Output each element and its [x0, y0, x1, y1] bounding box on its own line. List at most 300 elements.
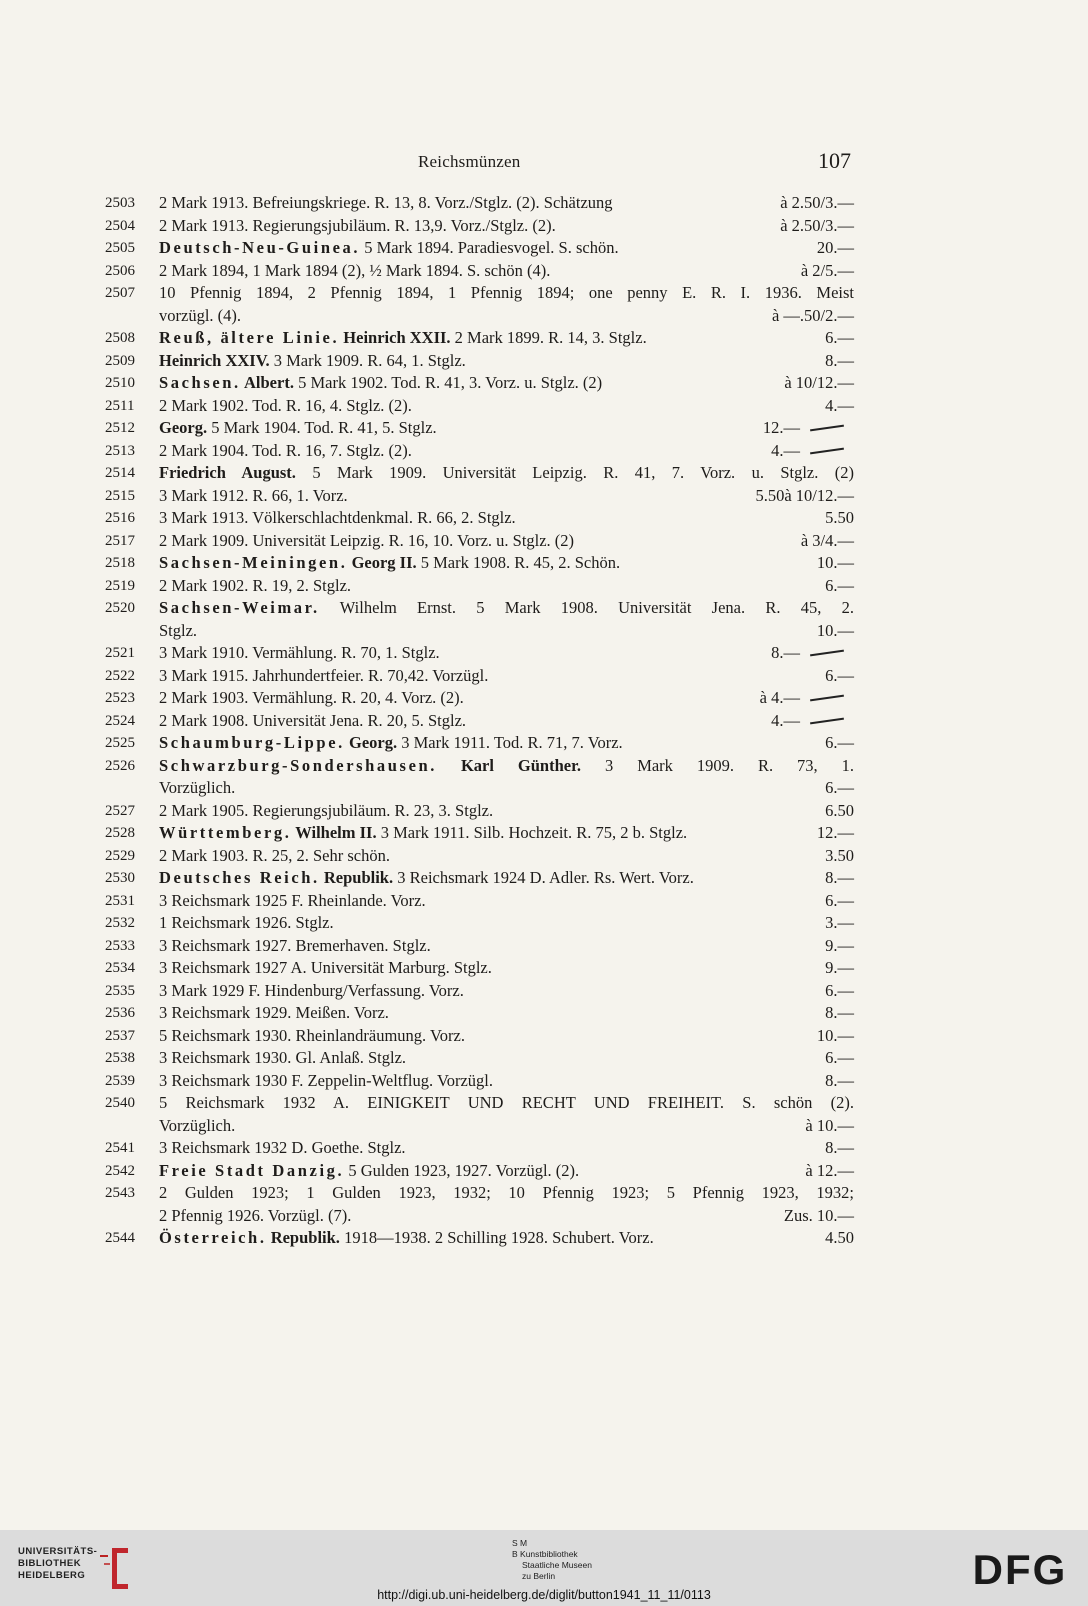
lot-description [159, 957, 854, 980]
lot-text [159, 1026, 465, 1045]
lot-number: 2513 [105, 442, 135, 459]
lot-number: 2529 [105, 847, 135, 864]
lot-number: 2543 [105, 1185, 135, 1201]
lot-detail: 3 Reichsmark 1930. Gl. Anlaß. Stglz. [159, 1048, 407, 1067]
stamp-line-4: zu Berlin [522, 1571, 556, 1581]
lot-price: 6.— [825, 665, 854, 685]
lot-detail: 3 Reichsmark 1932 D. Goethe. Stglz. [159, 1138, 406, 1157]
lot-detail: 5 Mark 1904. Tod. R. 41, 5. Stglz. [207, 418, 437, 437]
lot-detail: 2 Gulden 1923; 1 Gulden 1923, 1932; 10 Pfennig 1923; 5 Pfennig 1923, 1932; [159, 1183, 854, 1202]
lot-price: 3.— [825, 913, 854, 932]
lot-price: 6.— [825, 328, 854, 347]
lot-description [159, 687, 854, 710]
lot-description [159, 440, 854, 463]
lot-description [159, 417, 854, 440]
lot-entry [0, 957, 1088, 980]
region-heading: Sachsen. [159, 373, 241, 392]
lot-text [159, 1183, 854, 1202]
lot-text [159, 238, 619, 257]
lot-number: 2524 [105, 712, 135, 729]
lot-number: 2528 [105, 825, 135, 841]
lot-detail: 3 Mark 1929 F. Hindenburg/Verfassung. Vorz. [159, 980, 464, 1000]
lot-detail: 3 Reichsmark 1925 F. Rheinlande. Vorz. [159, 890, 426, 910]
lot-price: 8.— [771, 643, 800, 662]
lot-continuation-text: Vorzüglich. [159, 778, 236, 797]
pencil-mark-icon [810, 695, 844, 702]
lot-text [159, 913, 334, 932]
lot-detail: 3 Reichsmark 1929. Meißen. Vorz. [159, 1003, 389, 1022]
lot-detail: 10 Pfennig 1894, 2 Pfennig 1894, 1 Pfennig 1894; one penny E. R. I. 1936. Meist [159, 283, 854, 302]
lot-text [159, 598, 854, 617]
lot-detail: 2 Mark 1902. Tod. R. 16, 4. Stglz. (2). [159, 395, 412, 415]
region-heading: Württemberg. [159, 823, 292, 842]
lot-text [159, 891, 426, 910]
lot-description [159, 260, 854, 283]
lot-description [159, 912, 854, 935]
lot-text [159, 508, 516, 527]
dfg-logo-text: DFG [972, 1546, 1068, 1592]
source-url[interactable]: http://digi.ub.uni-heidelberg.de/diglit/button1941_11_11/0113 [377, 1588, 711, 1602]
lot-description [159, 282, 854, 327]
lot-description [159, 935, 854, 958]
lot-price: 4.— [825, 395, 854, 415]
lot-detail: 3 Mark 1915. Jahrhundertfeier. R. 70,42. Vorzügl. [159, 665, 489, 685]
lot-number: 2521 [105, 645, 135, 661]
lot-description [159, 485, 854, 508]
lot-detail: 2 Mark 1899. R. 14, 3. Stglz. [450, 328, 647, 347]
lot-entry [0, 890, 1088, 913]
lot-number: 2519 [105, 577, 135, 594]
lot-detail: 2 Mark 1905. Regierungsjubiläum. R. 23, 3. Stglz. [159, 800, 494, 820]
lot-text [159, 418, 437, 437]
lot-description [159, 890, 854, 913]
lot-entry [0, 395, 1088, 418]
lot-number: 2509 [105, 352, 135, 369]
lot-price: à 2.50/3.— [780, 193, 854, 212]
lot-entry [0, 1182, 1088, 1227]
lot-number: 2533 [105, 937, 135, 954]
page-number: 107 [818, 148, 851, 173]
lot-text [159, 1161, 579, 1180]
lot-description [159, 1070, 854, 1093]
pencil-mark-icon [810, 425, 844, 432]
lot-continuation-text: Stglz. [159, 620, 198, 640]
lot-number: 2505 [105, 240, 135, 256]
lot-text [159, 283, 854, 302]
lot-detail: Wilhelm Ernst. 5 Mark 1908. Universität Jena. R. 45, 2. [319, 598, 854, 617]
lot-detail: 3 Reichsmark 1927 A. Universität Marburg. Stglz. [159, 958, 492, 977]
lot-continuation [159, 1115, 854, 1138]
lot-entry [0, 935, 1088, 958]
lot-entry [0, 530, 1088, 553]
region-heading: Sachsen-Weimar. [159, 598, 320, 617]
lot-price: 8.— [825, 350, 854, 370]
lot-description [159, 755, 854, 800]
lot-entry [0, 687, 1088, 710]
lot-price: 8.— [825, 1138, 854, 1157]
lot-price: 6.— [825, 778, 854, 797]
lot-description [159, 732, 854, 755]
lot-price: 10.— [816, 1025, 854, 1045]
lot-price: à 10/12.— [784, 373, 854, 392]
lot-price: 10.— [816, 620, 854, 640]
lot-price: 6.— [825, 890, 854, 910]
lot-continuation [159, 305, 854, 328]
lot-detail: 2 Mark 1904. Tod. R. 16, 7. Stglz. (2). [159, 440, 412, 460]
lot-number: 2538 [105, 1050, 135, 1066]
lot-description [159, 372, 854, 395]
lot-price: 10.— [816, 553, 854, 572]
lot-entry [0, 800, 1088, 823]
lot-price: 20.— [816, 238, 854, 257]
lot-entry [0, 980, 1088, 1003]
lot-number: 2522 [105, 667, 135, 684]
lot-description [159, 642, 854, 665]
lot-price: à 4.— [759, 688, 800, 707]
lot-detail: 3 Reichsmark 1930 F. Zeppelin-Weltflug. Vorzügl. [159, 1070, 494, 1090]
lot-detail: 3 Mark 1909. R. 64, 1. Stglz. [269, 350, 466, 370]
lot-text [159, 1003, 389, 1022]
lot-number: 2512 [105, 420, 135, 436]
lot-detail: 5 Mark 1894. Paradiesvogel. S. schön. [360, 238, 619, 257]
dfg-logo-icon [966, 1544, 1074, 1592]
lot-text [159, 756, 854, 775]
lot-number: 2518 [105, 555, 135, 571]
lot-detail: 3 Mark 1911. Silb. Hochzeit. R. 75, 2 b. Stglz. [376, 823, 688, 842]
lot-continuation-text: vorzügl. (4). [159, 305, 242, 325]
lot-price: 4.50 [825, 1228, 854, 1247]
lot-entry [0, 485, 1088, 508]
lot-number: 2514 [105, 465, 135, 481]
ruler-name: Georg. [344, 733, 398, 752]
lot-number: 2516 [105, 510, 135, 526]
lot-description [159, 395, 854, 418]
lot-text [159, 328, 647, 347]
lot-entry [0, 867, 1088, 890]
lot-description [159, 1025, 854, 1048]
lot-detail: 1 Reichsmark 1926. Stglz. [159, 913, 334, 932]
lot-continuation-text: Vorzüglich. [159, 1115, 236, 1135]
lot-entry [0, 552, 1088, 575]
lot-price: 8.— [825, 1003, 854, 1022]
running-title: Reichsmünzen [418, 152, 521, 171]
lot-detail: 2 Mark 1903. R. 25, 2. Sehr schön. [159, 845, 390, 865]
lot-description [159, 215, 854, 238]
lot-description [159, 507, 854, 530]
lot-continuation-text: 2 Pfennig 1926. Vorzügl. (7). [159, 1205, 352, 1225]
lot-entry [0, 1160, 1088, 1183]
lot-list [0, 192, 1088, 1250]
lot-entry [0, 260, 1088, 283]
lot-entry [0, 912, 1088, 935]
library-line-1: UNIVERSITÄTS- [18, 1546, 98, 1557]
lot-entry [0, 372, 1088, 395]
lot-entry [0, 822, 1088, 845]
lot-number: 2535 [105, 982, 135, 999]
lot-text [159, 688, 464, 707]
region-heading: Reuß, ältere Linie. [159, 328, 340, 347]
lot-entry [0, 440, 1088, 463]
lot-description [159, 1227, 854, 1250]
lot-description [159, 597, 854, 642]
lot-detail: 3 Reichsmark 1924 D. Adler. Rs. Wert. Vorz. [393, 868, 694, 887]
lot-description [159, 530, 854, 553]
lot-number: 2523 [105, 690, 135, 706]
lot-entry [0, 1025, 1088, 1048]
pencil-mark-icon [810, 447, 844, 454]
library-logo-icon [98, 1544, 132, 1590]
lot-price: 6.— [825, 733, 854, 752]
region-heading: Sachsen-Meiningen. [159, 553, 348, 572]
ruler-name: Georg II. [347, 553, 417, 572]
lot-detail: 3 Mark 1913. Völkerschlachtdenkmal. R. 66, 2. Stglz. [159, 508, 516, 527]
lot-price: Zus. 10.— [783, 1205, 854, 1225]
lot-description [159, 665, 854, 688]
lot-number: 2525 [105, 735, 135, 751]
lot-price: 4.— [771, 440, 800, 460]
lot-detail: 5 Gulden 1923, 1927. Vorzügl. (2). [344, 1160, 580, 1180]
lot-text [159, 1138, 406, 1157]
lot-detail: 2 Mark 1894, 1 Mark 1894 (2), ½ Mark 1894. S. schön (4). [159, 260, 551, 280]
region-heading: Österreich. [159, 1228, 267, 1247]
lot-price: 5.50 [825, 508, 854, 527]
lot-description [159, 237, 854, 260]
stamp-line-2: B Kunstbibliothek [512, 1549, 578, 1559]
lot-entry [0, 845, 1088, 868]
lot-entry [0, 597, 1088, 642]
lot-entry [0, 327, 1088, 350]
lot-continuation [159, 777, 854, 800]
ruler-name: Friedrich August. [159, 463, 296, 482]
lot-entry [0, 507, 1088, 530]
lot-price: à 12.— [805, 1160, 854, 1180]
footer-bar [0, 1530, 1088, 1606]
lot-text [159, 531, 574, 550]
lot-entry [0, 575, 1088, 598]
lot-number: 2534 [105, 960, 135, 976]
pencil-mark-icon [810, 717, 844, 724]
lot-detail: 2 Mark 1913. Regierungsjubiläum. R. 13,9. Vorz./Stglz. (2). [159, 215, 556, 235]
lot-detail: 2 Mark 1903. Vermählung. R. 20, 4. Vorz. (2). [159, 688, 464, 707]
lot-number: 2544 [105, 1230, 135, 1246]
lot-text [159, 643, 440, 662]
lot-description [159, 710, 854, 733]
lot-detail: 5 Reichsmark 1932 A. EINIGKEIT UND RECHT UND FREIHEIT. S. schön (2). [159, 1093, 854, 1112]
lot-description [159, 845, 854, 868]
lot-text [159, 216, 556, 235]
lot-detail: 3 Mark 1911. Tod. R. 71, 7. Vorz. [397, 733, 623, 752]
lot-text [159, 733, 623, 752]
lot-text [159, 936, 431, 955]
ruler-name: Heinrich XXII. [339, 328, 451, 347]
lot-text [159, 396, 412, 415]
lot-number: 2527 [105, 802, 135, 819]
lot-entry [0, 665, 1088, 688]
lot-entry [0, 1092, 1088, 1137]
lot-description [159, 575, 854, 598]
lot-number: 2517 [105, 532, 135, 549]
lot-number: 2540 [105, 1095, 135, 1111]
lot-entry [0, 282, 1088, 327]
lot-continuation [159, 620, 854, 643]
lot-detail: 5 Mark 1908. R. 45, 2. Schön. [416, 553, 621, 572]
lot-continuation [159, 1205, 854, 1228]
region-heading: Schaumburg-Lippe. [159, 733, 345, 752]
lot-price: 9.— [825, 935, 854, 955]
lot-number: 2542 [105, 1162, 135, 1179]
lot-entry [0, 1137, 1088, 1160]
lot-number: 2530 [105, 870, 135, 886]
lot-text [159, 868, 694, 887]
lot-price: 8.— [825, 868, 854, 887]
lot-number: 2504 [105, 217, 135, 234]
ruler-name: Republik. [319, 868, 394, 887]
lot-price: à 10/12.— [784, 485, 854, 505]
lot-entry [0, 755, 1088, 800]
lot-description [159, 822, 854, 845]
lot-number: 2537 [105, 1027, 135, 1044]
lot-text [159, 1093, 854, 1112]
lot-number: 2539 [105, 1072, 135, 1089]
ruler-name: Albert. [240, 373, 294, 392]
lot-detail: 5 Mark 1902. Tod. R. 41, 3. Vorz. u. Stglz. (2) [293, 373, 603, 392]
lot-detail: 2 Mark 1909. Universität Leipzig. R. 16, 10. Vorz. u. Stglz. (2) [159, 530, 575, 550]
lot-entry [0, 417, 1088, 440]
region-heading: Deutsch-Neu-Guinea. [159, 238, 361, 257]
lot-price: 9.— [825, 958, 854, 977]
lot-price: 6.— [825, 1048, 854, 1067]
lot-description [159, 1137, 854, 1160]
lot-entry [0, 710, 1088, 733]
lot-number: 2520 [105, 600, 135, 616]
lot-price: 12.— [816, 823, 854, 842]
lot-text [159, 666, 488, 685]
lot-text [159, 846, 390, 865]
lot-description [159, 980, 854, 1003]
lot-detail: 1918—1938. 2 Schilling 1928. Schubert. Vorz. [339, 1228, 654, 1247]
ruler-name: Republik. [266, 1228, 340, 1247]
lot-number: 2541 [105, 1140, 135, 1156]
lot-text [159, 486, 348, 505]
library-line-3: HEIDELBERG [18, 1570, 86, 1581]
lot-entry [0, 237, 1088, 260]
lot-text [159, 351, 466, 370]
lot-text [159, 801, 493, 820]
lot-number: 2515 [105, 487, 135, 504]
lot-number: 2503 [105, 195, 135, 211]
stamp-line-1: S M [512, 1538, 528, 1548]
region-heading: Deutsches Reich. [159, 868, 320, 887]
lot-entry [0, 1227, 1088, 1250]
lot-text [159, 958, 492, 977]
lot-price: 8.— [825, 1070, 854, 1090]
lot-text [159, 373, 602, 392]
lot-detail: 5 Mark 1909. Universität Leipzig. R. 41, 7. Vorz. u. Stglz. (2) [295, 463, 855, 482]
ruler-name: Heinrich XXIV. [159, 350, 270, 370]
pencil-mark-icon [810, 650, 844, 657]
library-line-2: BIBLIOTHEK [18, 1558, 82, 1569]
lot-detail: 3 Mark 1912. R. 66, 1. Vorz. [159, 485, 348, 505]
lot-number: 2507 [105, 285, 135, 301]
lot-entry [0, 1002, 1088, 1025]
lot-number: 2510 [105, 375, 135, 391]
page-header [0, 148, 1088, 178]
lot-text [159, 261, 550, 280]
region-heading: Schwarzburg-Sondershausen. [159, 755, 438, 775]
lot-detail: 2 Mark 1913. Befreiungskriege. R. 13, 8. Vorz./Stglz. (2). Schätzung [159, 193, 613, 212]
ruler-name: Karl Günther. [437, 755, 582, 775]
ruler-name: Wilhelm II. [291, 823, 377, 842]
lot-entry [0, 215, 1088, 238]
lot-description [159, 800, 854, 823]
lot-text [159, 981, 464, 1000]
lot-price: à 3/4.— [800, 530, 854, 550]
lot-description [159, 1160, 854, 1183]
lot-detail: 3 Reichsmark 1927. Bremerhaven. Stglz. [159, 935, 431, 955]
lot-detail: 5 Reichsmark 1930. Rheinlandräumung. Vorz. [159, 1025, 465, 1045]
lot-price: 3.50 [825, 845, 854, 865]
lot-number: 2526 [105, 757, 135, 774]
lot-description [159, 350, 854, 373]
lot-number: 2506 [105, 262, 135, 279]
lot-text [159, 711, 466, 730]
lot-entry [0, 732, 1088, 755]
lot-text [159, 823, 687, 842]
lot-text [159, 1228, 654, 1247]
lot-description [159, 192, 854, 215]
lot-text [159, 553, 620, 572]
lot-description [159, 1092, 854, 1137]
lot-price: 6.50 [825, 800, 854, 820]
lot-entry [0, 642, 1088, 665]
lot-entry [0, 1070, 1088, 1093]
lot-price: 4.— [771, 710, 800, 730]
lot-detail: 2 Mark 1902. R. 19, 2. Stglz. [159, 575, 352, 595]
lot-text [159, 193, 613, 212]
lot-text [159, 1071, 493, 1090]
lot-entry [0, 192, 1088, 215]
lot-price: 6.— [825, 575, 854, 595]
lot-price: à 10.— [805, 1115, 854, 1135]
lot-price: à 2/5.— [800, 260, 854, 280]
lot-price: 5.50 [755, 485, 785, 505]
lot-number: 2531 [105, 892, 135, 909]
lot-number: 2536 [105, 1005, 135, 1021]
lot-price: 6.— [825, 980, 854, 1000]
lot-description [159, 1002, 854, 1025]
lot-description [159, 552, 854, 575]
lot-number: 2508 [105, 330, 135, 346]
lot-description [159, 327, 854, 350]
lot-text [159, 576, 351, 595]
lot-price: à 2.50/3.— [780, 215, 854, 235]
lot-description [159, 1182, 854, 1227]
lot-detail: 2 Mark 1908. Universität Jena. R. 20, 5. Stglz. [159, 710, 467, 730]
stamp-text [512, 1538, 592, 1582]
lot-number: 2511 [105, 397, 135, 414]
lot-text [159, 463, 854, 482]
lot-number: 2532 [105, 915, 135, 931]
lot-detail: 3 Mark 1910. Vermählung. R. 70, 1. Stglz. [159, 643, 440, 662]
lot-text [159, 1048, 406, 1067]
lot-detail: 3 Mark 1909. R. 73, 1. [581, 755, 854, 775]
lot-entry [0, 350, 1088, 373]
lot-description [159, 1047, 854, 1070]
lot-description [159, 867, 854, 890]
ruler-name: Georg. [159, 418, 208, 437]
lot-price: 12.— [762, 418, 800, 437]
region-heading: Freie Stadt Danzig. [159, 1160, 345, 1180]
